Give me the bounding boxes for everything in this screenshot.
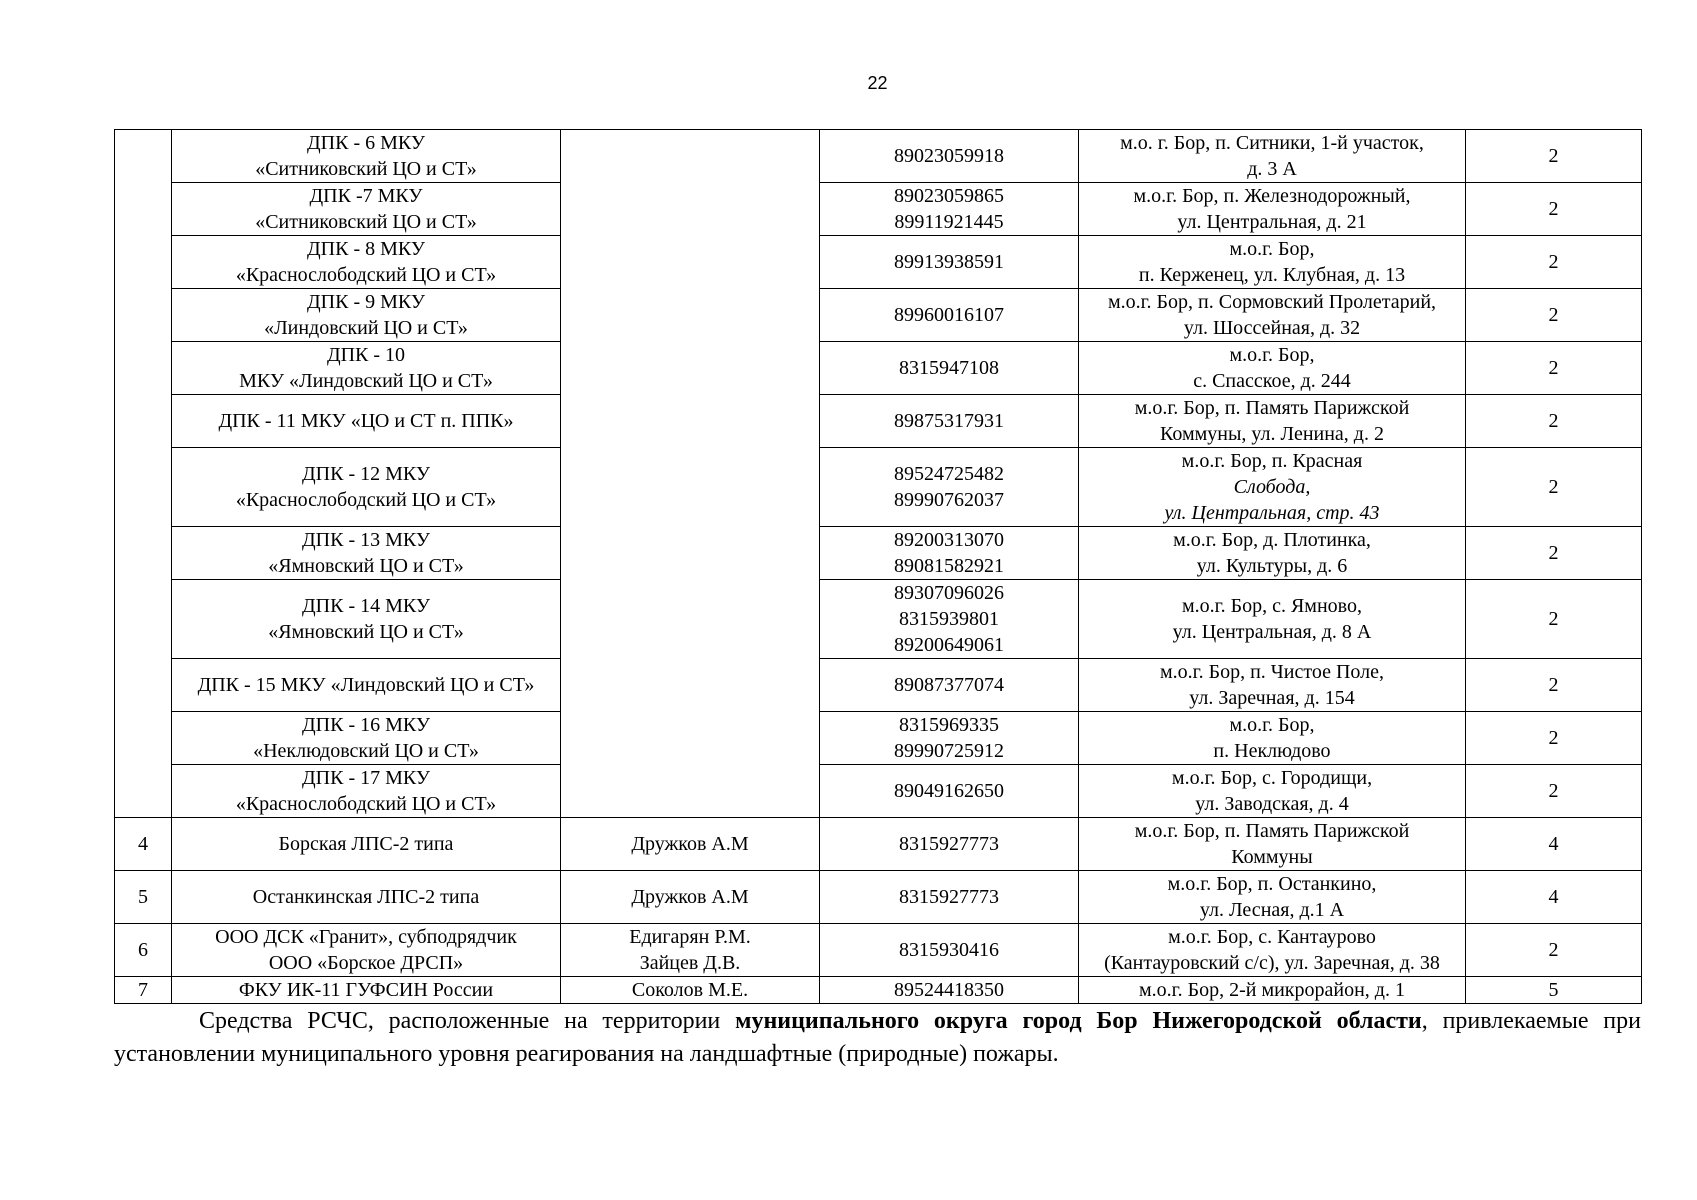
phone-cell: 8315947108	[820, 342, 1079, 395]
unit-name-cell: ДПК - 14 МКУ «Ямновский ЦО и СТ»	[172, 580, 561, 659]
table-body	[115, 130, 1642, 1004]
table-row	[115, 659, 1642, 712]
phone-cell: 89524418350	[820, 977, 1079, 1004]
table-row	[115, 236, 1642, 289]
unit-name-cell: ДПК - 8 МКУ «Краснослободский ЦО и СТ»	[172, 236, 561, 289]
count-cell: 5	[1466, 977, 1642, 1004]
count-cell: 2	[1466, 765, 1642, 818]
count-cell: 2	[1466, 342, 1642, 395]
row-number-cell: 6	[115, 924, 172, 977]
table-row	[115, 977, 1642, 1004]
page-number: 22	[867, 73, 888, 93]
count-cell: 2	[1466, 659, 1642, 712]
phone-cell: 89087377074	[820, 659, 1079, 712]
responsible-person-cell: Дружков А.М	[561, 871, 820, 924]
unit-name-cell: ДПК - 11 МКУ «ЦО и СТ п. ППК»	[172, 395, 561, 448]
address-cell: м.о.г. Бор, п. Керженец, ул. Клубная, д. 13	[1079, 236, 1466, 289]
table-row	[115, 765, 1642, 818]
table-row	[115, 395, 1642, 448]
address-cell: м.о.г. Бор, 2-й микрорайон, д. 1	[1079, 977, 1466, 1004]
phone-cell: 89524725482 89990762037	[820, 448, 1079, 527]
unit-name-cell: Борская ЛПС-2 типа	[172, 818, 561, 871]
address-cell: м.о.г. Бор, с. Ямново, ул. Центральная, д. 8 А	[1079, 580, 1466, 659]
address-cell: м.о.г. Бор, п. Память Парижской Коммуны	[1079, 818, 1466, 871]
row-number-cell-merged	[115, 130, 172, 818]
unit-name-cell: ДПК - 15 МКУ «Линдовский ЦО и СТ»	[172, 659, 561, 712]
phone-cell: 89023059865 89911921445	[820, 183, 1079, 236]
address-cell: м.о.г. Бор, п. Неклюдово	[1079, 712, 1466, 765]
unit-name-cell: ДПК - 13 МКУ «Ямновский ЦО и СТ»	[172, 527, 561, 580]
count-cell: 2	[1466, 527, 1642, 580]
responsible-person-cell: Дружков А.М	[561, 818, 820, 871]
count-cell: 2	[1466, 448, 1642, 527]
table-row	[115, 527, 1642, 580]
address-cell: м.о.г. Бор, с. Кантаурово (Кантауровский с/с), ул. Заречная, д. 38	[1079, 924, 1466, 977]
phone-cell: 8315930416	[820, 924, 1079, 977]
unit-name-cell: ДПК - 6 МКУ «Ситниковский ЦО и СТ»	[172, 130, 561, 183]
phone-cell: 89200313070 89081582921	[820, 527, 1079, 580]
address-cell: м.о.г. Бор, п. Сормовский Пролетарий, ул. Шоссейная, д. 32	[1079, 289, 1466, 342]
unit-name-cell: ДПК - 9 МКУ «Линдовский ЦО и СТ»	[172, 289, 561, 342]
phone-cell: 89307096026 8315939801 89200649061	[820, 580, 1079, 659]
unit-name-cell: ДПК - 12 МКУ «Краснослободский ЦО и СТ»	[172, 448, 561, 527]
table-row	[115, 924, 1642, 977]
count-cell: 2	[1466, 924, 1642, 977]
phone-cell: 89023059918	[820, 130, 1079, 183]
address-cell: м.о.г. Бор, с. Городищи, ул. Заводская, д. 4	[1079, 765, 1466, 818]
table-row	[115, 130, 1642, 183]
table-row	[115, 448, 1642, 527]
responsible-person-cell: Едигарян Р.М. Зайцев Д.В.	[561, 924, 820, 977]
row-number-cell: 7	[115, 977, 172, 1004]
row-number-cell: 5	[115, 871, 172, 924]
responsible-person-cell: Соколов М.Е.	[561, 977, 820, 1004]
table-row	[115, 342, 1642, 395]
count-cell: 2	[1466, 130, 1642, 183]
count-cell: 2	[1466, 712, 1642, 765]
address-cell: м.о.г. Бор, п. Железнодорожный, ул. Центральная, д. 21	[1079, 183, 1466, 236]
count-cell: 2	[1466, 289, 1642, 342]
phone-cell: 8315927773	[820, 871, 1079, 924]
body-paragraph: Средства РСЧС, расположенные на территории муниципального округа город Бор Нижегородской области, привлекаемые при установлении муниципального уровня реагирования на ландшафтные (природные) пожары.	[114, 1008, 1641, 1067]
responsible-person-cell-merged	[561, 130, 820, 818]
count-cell: 4	[1466, 871, 1642, 924]
phone-cell: 8315927773	[820, 818, 1079, 871]
address-cell: м.о. г. Бор, п. Ситники, 1-й участок, д. 3 А	[1079, 130, 1466, 183]
forces-table	[114, 129, 1642, 1004]
phone-cell: 8315969335 89990725912	[820, 712, 1079, 765]
count-cell: 2	[1466, 395, 1642, 448]
count-cell: 2	[1466, 183, 1642, 236]
municipality-name-bold: муниципального округа город Бор Нижегородской области	[735, 1008, 1422, 1034]
phone-cell: 89875317931	[820, 395, 1079, 448]
row-number-cell: 4	[115, 818, 172, 871]
unit-name-cell: Останкинская ЛПС-2 типа	[172, 871, 561, 924]
unit-name-cell: ДПК - 10 МКУ «Линдовский ЦО и СТ»	[172, 342, 561, 395]
table-row	[115, 183, 1642, 236]
count-cell: 4	[1466, 818, 1642, 871]
unit-name-cell: ДПК - 17 МКУ «Краснослободский ЦО и СТ»	[172, 765, 561, 818]
address-cell: м.о.г. Бор, с. Спасское, д. 244	[1079, 342, 1466, 395]
table-row	[115, 289, 1642, 342]
table-row	[115, 871, 1642, 924]
phone-cell: 89913938591	[820, 236, 1079, 289]
phone-cell: 89049162650	[820, 765, 1079, 818]
address-cell: м.о.г. Бор, д. Плотинка, ул. Культуры, д. 6	[1079, 527, 1466, 580]
unit-name-cell: ФКУ ИК-11 ГУФСИН России	[172, 977, 561, 1004]
address-cell: м.о.г. Бор, п. Останкино, ул. Лесная, д.1 А	[1079, 871, 1466, 924]
unit-name-cell: ДПК -7 МКУ «Ситниковский ЦО и СТ»	[172, 183, 561, 236]
phone-cell: 89960016107	[820, 289, 1079, 342]
count-cell: 2	[1466, 580, 1642, 659]
count-cell: 2	[1466, 236, 1642, 289]
address-cell: м.о.г. Бор, п. Память Парижской Коммуны, ул. Ленина, д. 2	[1079, 395, 1466, 448]
table-row	[115, 580, 1642, 659]
table-row	[115, 712, 1642, 765]
unit-name-cell: ООО ДСК «Гранит», субподрядчик ООО «Борское ДРСП»	[172, 924, 561, 977]
address-cell: м.о.г. Бор, п. Красная Слобода, ул. Центральная, стр. 43	[1079, 448, 1466, 527]
unit-name-cell: ДПК - 16 МКУ «Неклюдовский ЦО и СТ»	[172, 712, 561, 765]
address-cell: м.о.г. Бор, п. Чистое Поле, ул. Заречная, д. 154	[1079, 659, 1466, 712]
table-row	[115, 818, 1642, 871]
